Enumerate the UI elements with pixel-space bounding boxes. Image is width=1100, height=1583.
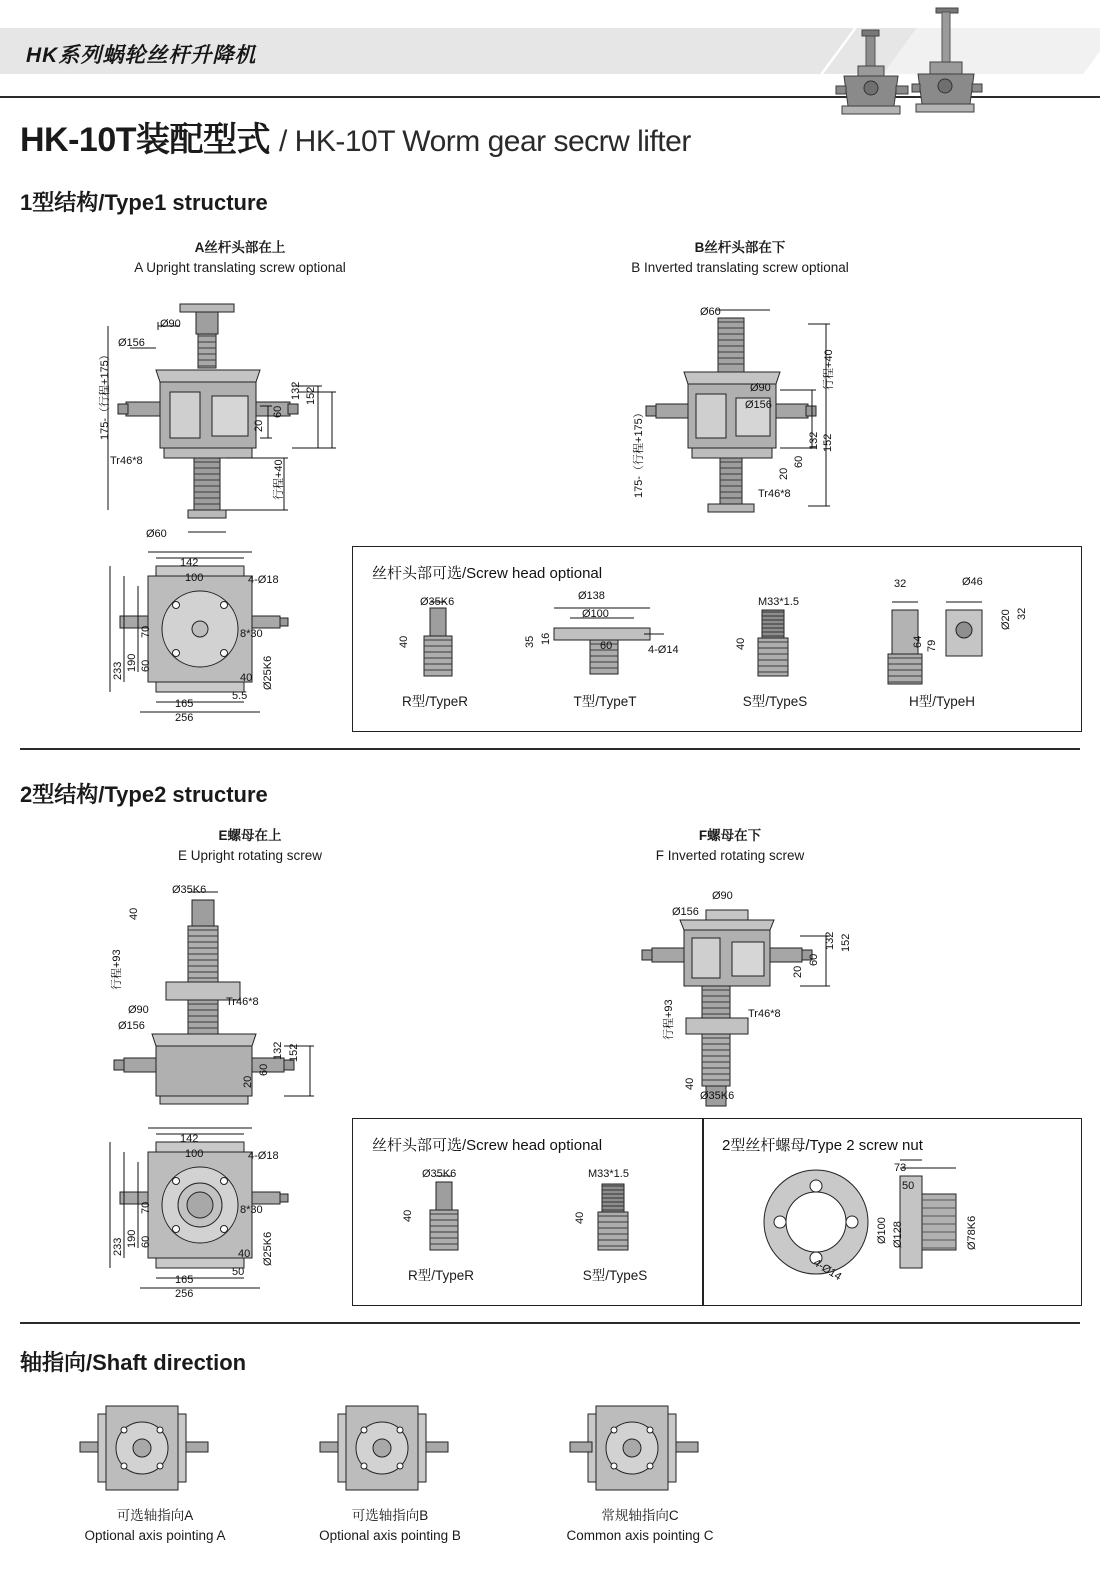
base1-dim-8: Ø25K6 [262,655,274,690]
caption-variant-a [60,238,420,277]
head-type-h [876,592,1026,688]
dim-a-3: Tr46*8 [110,455,143,467]
base1-dim-5: 70 [140,625,152,638]
nut-dim-4: Ø78K6 [966,1215,978,1250]
base2-dim-4: 190 [126,1229,138,1248]
dim-f-2: 132 [824,931,836,950]
shaft-figure-b [320,1396,450,1506]
page-title [20,112,691,161]
product-photo-right [912,6,982,118]
dim-a-1: Ø156 [118,337,145,349]
dim-f-0: Ø90 [712,890,733,902]
caption-variant-b-cn: B丝杆头部在下 [694,240,786,255]
dim-f-7: Tr46*8 [748,1008,781,1020]
divider-after-type2 [20,1322,1080,1324]
dim-f-1: Ø156 [672,906,699,918]
dim-b-6: 132 [808,431,820,450]
shaft-caption-c-en: Common axis pointing C [566,1528,714,1544]
head2-s-dim-0: M33*1.5 [588,1168,629,1180]
shaft-caption-a-en: Optional axis pointing A [84,1528,226,1544]
head-h-dim-2: 64 [912,635,924,648]
divider-after-type1 [20,748,1080,750]
base1-dim-2: 4-Ø18 [248,574,279,586]
base2-dim-6: 60 [140,1235,152,1248]
panel-screw-head-type1-title: 丝杆头部可选/Screw head optional [372,565,603,582]
head-h-dim-3: 79 [926,639,938,652]
base2-dim-2: 4-Ø18 [248,1150,279,1162]
head-h-dim-4: Ø20 [1000,609,1012,630]
dim-e-4: Ø156 [118,1020,145,1032]
shaft-caption-b [290,1506,490,1547]
base1-dim-1: 100 [185,572,204,584]
dim-b-7: 152 [822,433,834,452]
head-type-s [740,606,810,682]
dim-a-0: Ø90 [160,318,181,330]
head-t-dim-3: 35 [524,635,536,648]
shaft-figure-c [570,1396,700,1506]
base2-dim-9: 40 [238,1248,251,1260]
head-h-dim-5: 32 [1016,607,1028,620]
caption-variant-e-cn: E螺母在上 [218,828,282,843]
dim-f-8: 40 [684,1077,696,1090]
base1-dim-9: 40 [240,672,253,684]
caption-variant-e [90,826,410,865]
panel-screw-nut-title: 2型丝杆螺母/Type 2 screw nut [722,1137,923,1154]
caption-variant-f-en: F Inverted rotating screw [655,847,805,863]
shaft-caption-a [60,1506,250,1547]
dim-a-2: 175-（行程+175） [99,349,111,440]
base2-dim-12: 256 [175,1288,194,1300]
caption-variant-b-en: B Inverted translating screw optional [631,259,849,275]
base2-dim-5: 70 [140,1201,152,1214]
dim-a-6: 152 [305,386,317,405]
caption-variant-e-en: E Upright rotating screw [177,847,323,863]
dim-b-3: 行程+40 [823,349,835,390]
dim-e-6: 132 [272,1041,284,1060]
page-title-en: / HK-10T Worm gear secrw lifter [278,125,691,158]
head-s-label: S型/TypeS [742,694,808,709]
dim-a-5: 132 [290,381,302,400]
dim-b-8: 60 [793,455,805,468]
dim-e-9: 20 [242,1075,254,1088]
base2-dim-8: Ø25K6 [262,1231,274,1266]
drawing-type1-base [100,552,350,722]
dim-b-2: Ø156 [745,399,772,411]
nut-dim-1: 50 [902,1180,915,1192]
caption-variant-f-cn: F螺母在下 [698,828,762,843]
dim-e-2: 行程+93 [111,949,123,990]
head-s-dim-1: 40 [735,637,747,650]
dim-f-6: 行程+93 [663,999,675,1040]
head2-r-label: R型/TypeR [407,1268,475,1283]
head-h-label: H型/TypeH [908,694,976,709]
caption-variant-a-cn: A丝杆头部在上 [194,240,286,255]
base1-dim-11: 165 [175,698,194,710]
caption-variant-a-en: A Upright translating screw optional [134,259,346,275]
dim-a-7: 60 [272,405,284,418]
head-r-label: R型/TypeR [401,694,469,709]
head-t-dim-5: 4-Ø14 [648,644,679,656]
banner-title: HK系列蜗轮丝杆升降机 [26,44,257,67]
section-title-shaft: 轴指向/Shaft direction [20,1350,247,1375]
head-h-dim-0: 32 [894,578,907,590]
dim-b-1: Ø90 [750,382,771,394]
nut-dim-3: Ø128 [892,1221,904,1248]
base1-dim-3: 233 [112,661,124,680]
shaft-caption-c-cn: 常规轴指向C [601,1508,679,1523]
dim-b-4: 175-（行程+175） [633,407,645,498]
drawing-type2-base [100,1128,350,1298]
head-t-label: T型/TypeT [573,694,637,709]
head-t-dim-1: Ø100 [582,608,609,620]
dim-e-5: Tr46*8 [226,996,259,1008]
head2-r-dim-1: 40 [402,1209,414,1222]
shaft-caption-b-en: Optional axis pointing B [319,1528,461,1544]
section-title-type2: 2型结构/Type2 structure [20,782,268,807]
dim-b-9: 20 [778,467,790,480]
head-r-dim-1: 40 [398,635,410,648]
base2-dim-3: 233 [112,1237,124,1256]
head2-type-r [410,1176,480,1256]
dim-a-8: 20 [253,419,265,432]
base1-dim-12: 256 [175,712,194,724]
base1-dim-4: 190 [126,653,138,672]
dim-f-5: 20 [792,965,804,978]
dim-f-4: 60 [808,953,820,966]
base1-dim-6: 60 [140,659,152,672]
head-s-dim-0: M33*1.5 [758,596,799,608]
base1-dim-0: 142 [180,557,199,569]
dim-a-9: 行程+40 [273,459,285,500]
shaft-caption-b-cn: 可选轴指向B [351,1508,429,1523]
base2-dim-1: 100 [185,1148,204,1160]
head-type-r [404,602,474,682]
base2-dim-11: 165 [175,1274,194,1286]
drawing-type2-variant-f [640,900,920,1110]
head2-s-dim-1: 40 [574,1211,586,1224]
shaft-figure-a [80,1396,210,1506]
head-h-dim-1: Ø46 [962,576,983,588]
head2-type-s [580,1180,650,1256]
dim-f-3: 152 [840,933,852,952]
dim-e-3: Ø90 [128,1004,149,1016]
dim-e-0: Ø35K6 [172,884,207,896]
dim-e-1: 40 [128,907,140,920]
shaft-caption-a-cn: 可选轴指向A [116,1508,194,1523]
dim-b-0: Ø60 [700,306,721,318]
base1-dim-7: 8*30 [240,628,263,640]
dim-f-9: Ø35K6 [700,1090,735,1102]
head2-s-label: S型/TypeS [582,1268,648,1283]
page-title-cn: HK-10T装配型式 [20,121,271,159]
nut-dim-0: 73 [894,1162,907,1174]
base2-dim-10: 50 [232,1266,245,1278]
base2-dim-7: 8*30 [240,1204,263,1216]
base1-dim-10: 5.5 [232,690,248,702]
drawing-type1-variant-b [620,300,920,550]
panel-screw-head-type2-title: 丝杆头部可选/Screw head optional [372,1137,603,1154]
head2-r-dim-0: Ø35K6 [422,1168,457,1180]
shaft-caption-c [540,1506,740,1547]
base2-dim-0: 142 [180,1133,199,1145]
nut-dim-5: 4-Ø14 [811,1256,844,1284]
head-t-dim-0: Ø138 [578,590,605,602]
head-t-dim-2: 60 [600,640,613,652]
head-t-dim-4: 16 [540,632,552,645]
caption-variant-b [530,238,950,277]
dim-a-4: Ø60 [146,528,167,540]
nut-dim-2: Ø100 [876,1217,888,1244]
section-title-type1: 1型结构/Type1 structure [20,190,268,215]
dim-e-8: 60 [258,1063,270,1076]
dim-e-7: 152 [288,1043,300,1062]
head-r-dim-0: Ø35K6 [420,596,455,608]
dim-b-5: Tr46*8 [758,488,791,500]
caption-variant-f [560,826,900,865]
product-photo-left [836,30,908,118]
